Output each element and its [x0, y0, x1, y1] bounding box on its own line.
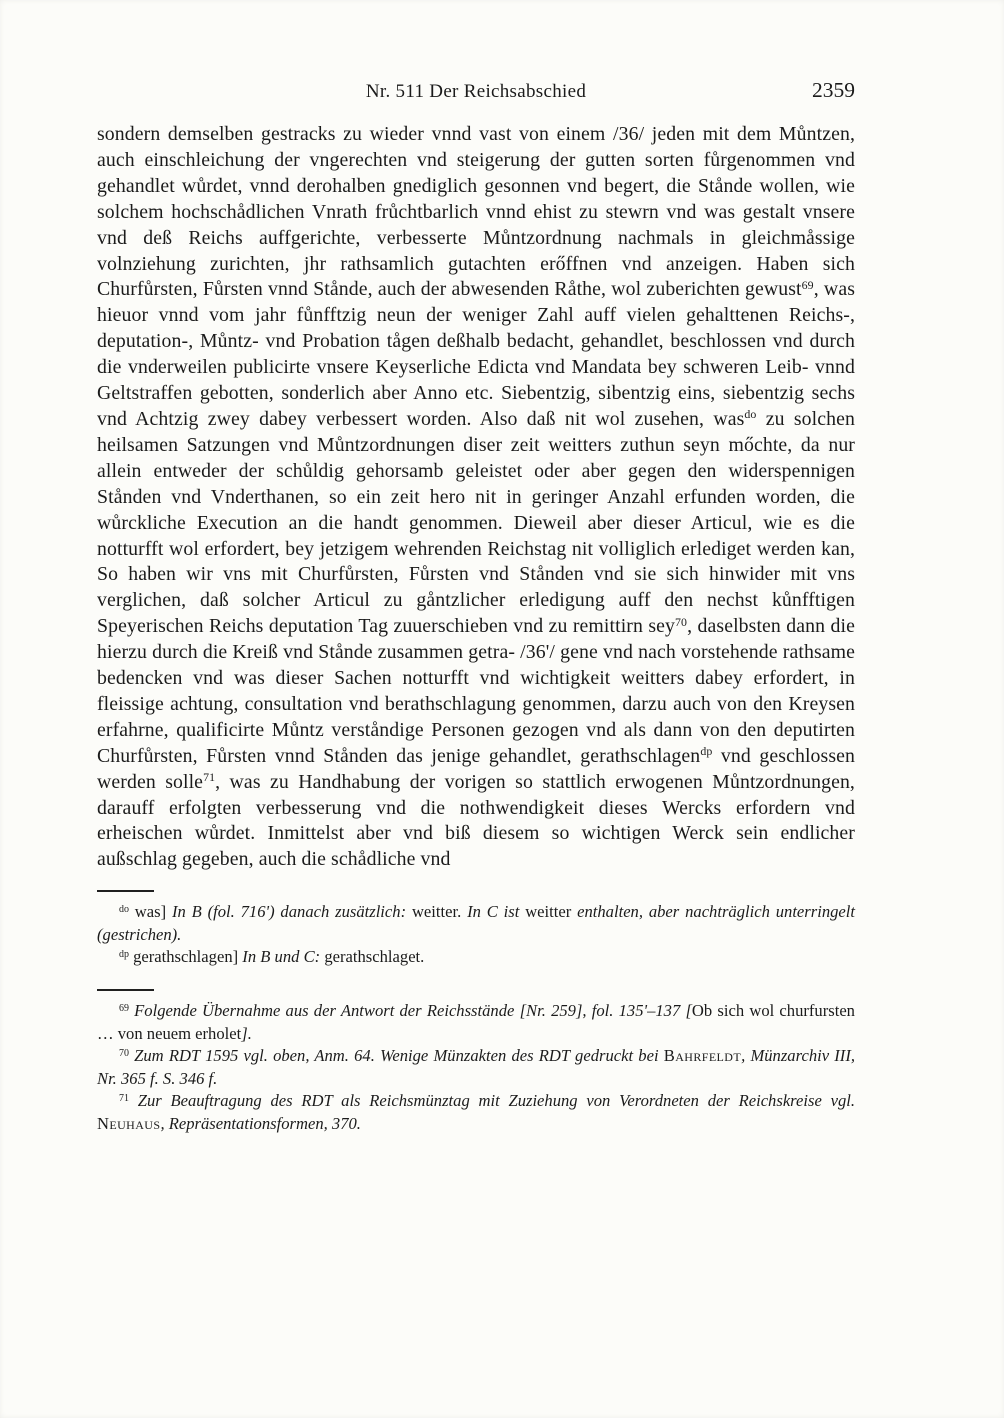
footnote — [97, 1000, 855, 1045]
text-segment: Münzarchiv III, Nr. 365 f. S. 346 f. — [97, 1046, 856, 1088]
text-segment: gerathschlagen] — [128, 947, 243, 967]
text-segment: ]. — [241, 1023, 252, 1043]
footnote — [97, 1090, 855, 1135]
page-number: 2359 — [812, 78, 855, 102]
text-segment: vnd geschlossen werden solle — [97, 744, 856, 793]
superscript-marker: 71 — [119, 1092, 129, 1104]
text-segment: was] — [128, 902, 172, 922]
superscript-marker: 69 — [119, 1002, 129, 1014]
text-segment: Zur Beauftragung des RDT als Reichsmünztag mit Zuziehung von Verordneten der Reichskreise vgl. — [137, 1091, 855, 1111]
text-segment: , Repräsentationsformen, 370. — [160, 1114, 361, 1134]
superscript-marker: dp — [119, 949, 129, 960]
footnotes-section — [97, 1000, 855, 1136]
superscript-marker: 70 — [675, 614, 688, 629]
superscript-marker: do — [744, 407, 757, 422]
body-paragraph — [97, 122, 855, 873]
apparatus-divider-rule — [97, 890, 154, 892]
superscript-marker: 69 — [801, 277, 814, 292]
text-segment: In C ist — [467, 902, 526, 922]
text-segment: Neuhaus — [97, 1114, 161, 1134]
text-segment: In B und C: — [242, 947, 325, 967]
superscript-marker: dp — [700, 744, 713, 759]
text-segment — [129, 1091, 138, 1110]
text-segment: weitter. — [411, 902, 468, 922]
text-segment: In B (fol. 716') danach zusätzlich: — [171, 902, 412, 922]
superscript-marker: 71 — [203, 770, 216, 785]
text-segment: gerathschlaget. — [324, 947, 425, 967]
text-segment: Folgende Übernahme aus der Antwort der Reichsstände [Nr. 259], fol. 135'–137 [ — [134, 1001, 692, 1021]
text-segment: weitter — [525, 902, 578, 922]
superscript-marker: do — [119, 903, 129, 915]
text-segment: sondern demselben gestracks zu wieder vnnd vast von einem /36/ jeden mit dem Můntzen, auch einschleichung der vngerechten vnd steigerung der gutten sorten fůrgenommen vnd gehandlet wůrdet, vnnd derohalben gnediglich gesonnen vnd begert, die Stånde wollen, wie solchem hochschådlichen Vnrath frůchtbarlich vnnd ehist zu stewrn vnd was gestalt vnsere vnd deß Reichs auffgerichte, verbesserte Můntzordnung nachmals in gleichmåssige volnziehung zurichten, jhr rathsamlich gutachten erőffnen vnd anzeigen. Haben sich Churfůrsten, Fůrsten vnnd Stånde, auch der abwesenden Råthe, wol zuberichten gewust — [97, 123, 855, 301]
text-segment: enthalten, aber nachträglich unterringelt (gestrichen). — [97, 902, 856, 944]
running-title: Nr. 511 Der Reichsabschied — [365, 81, 587, 102]
text-segment: Bahrfeldt — [663, 1046, 742, 1066]
text-segment: , was zu Handhabung der vorigen so stattlich erwogenen Můntzordnungen, darauff erfolgten verbesserung vnd die nothwendigkeit dieses Wercks erfordern vnd erheischen wůrdet. Inmittelst aber vnd biß diesem so wichtigen Werck sein endlicher außschlag gegeben, auch die schådliche vnd — [97, 770, 855, 871]
superscript-marker: 70 — [119, 1047, 129, 1059]
footnote-divider-rule — [97, 989, 154, 991]
text-segment: , was hieuor vnnd vom jahr fůnfftzig neun der weniger Zahl auff vielen gehalttenen Reichs-, deputation-, Můntz- vnd Probation tågen deßhalb bedacht, gehandlet, beschlossen vnd durch die vnderweilen publicirte vnsere Keyserliche Edicta vnd Mandata bey schweren Leib- vnnd Geltstraffen gebotten, sonderlich aber Anno etc. Siebentzig, sibentzig eins, siebentzig sechs vnd Achtzig zwey dabey verbessert worden. Also daß nit wol zusehen, was — [97, 278, 856, 430]
text-segment: Ob sich wol churfursten … von neuem erholet — [97, 1001, 855, 1043]
critical-apparatus — [97, 901, 855, 969]
text-segment: zu solchen heilsamen Satzungen vnd Můntzordnungen diser zeit weitters zuthun seyn mőchte, da nur allein entweder der schůldig gehorsamb geleistet oder aber gegen den widerspennigen Stånden vnd Vnderthanen, so ein zeit hero nit in geringer Anzahl erfunden worden, die wůrckliche Execution an die handt genommen. Dieweil aber dieser Articul, wie es die notturfft wol erfordert, bey jetzigem wehrenden Reichstag nit volliglich erlediget werden kan, So haben wir vns mit Churfůrsten, Fůrsten vnd Stånden vnd sie sich hinwider mit vns verglichen, daß solcher Articul zu gåntzlicher erledigung auff den nechst kůnfftigen Speyerischen Reichs deputation Tag zuuerschieben vnd zu remittirn sey — [97, 407, 856, 638]
text-segment: , — [741, 1046, 751, 1066]
footnote — [97, 1045, 855, 1090]
text-segment: , daselbsten dann die hierzu durch die Kreiß vnd Stånde zusammen getra- /36'/ gene vnd nach vorstehende rathsame bedencken vnd was dieser Sachen notturfft vnd wichtigkeit weitters dabey erfordert, in fleissige achtung, consultation vnd berathschlagung genommen, darzu auch von den Kreysen erfahrne, qualificirte Můntz verståndige Personen gezogen vnd als dann von den deputirten Churfůrsten, Fůrsten vnnd Stånden das jenige gehandlet, gerathschlagen — [97, 615, 855, 767]
apparatus-note — [97, 946, 855, 969]
text-segment: Zum RDT 1595 vgl. oben, Anm. 64. Wenige Münzakten des RDT gedruckt bei — [134, 1046, 664, 1066]
running-header — [97, 80, 855, 104]
apparatus-note — [97, 901, 855, 946]
